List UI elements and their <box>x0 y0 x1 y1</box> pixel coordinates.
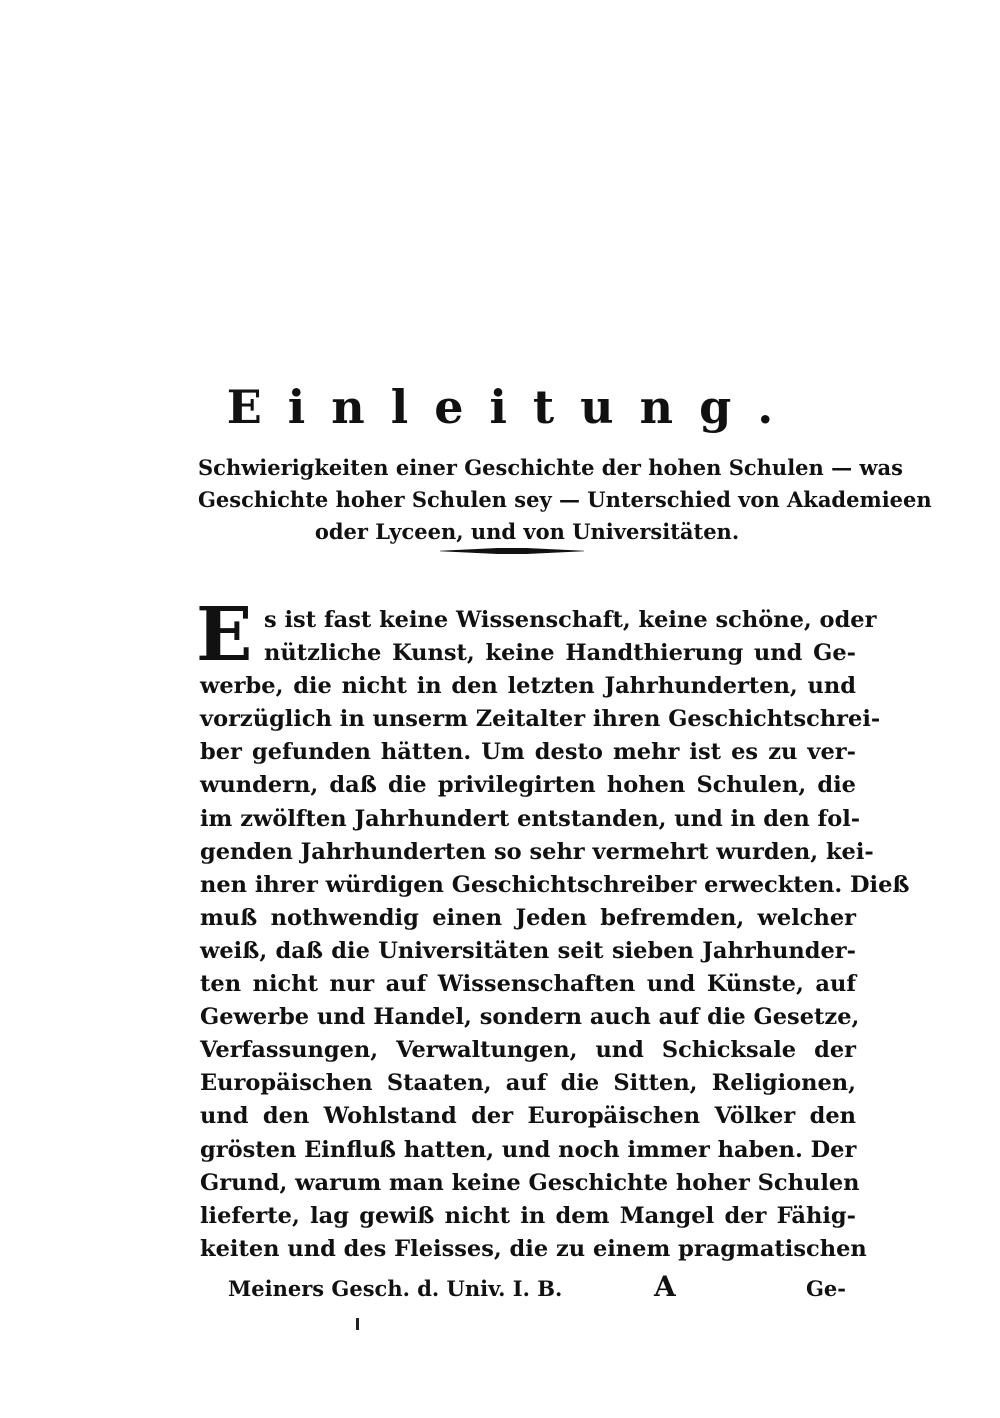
body-line: wundern, daß die privilegirten hohen Schulen, die <box>200 772 856 799</box>
decorative-rule <box>440 548 584 554</box>
body-line: s ist fast keine Wissenschaft, keine schöne, oder <box>264 607 877 633</box>
body-line: keiten und des Fleisses, die zu einem pragmatischen <box>200 1235 867 1262</box>
body-line: weiß, daß die Universitäten seit sieben Jahrhunder- <box>200 937 856 964</box>
catchword: Ge- <box>806 1276 847 1301</box>
drop-cap-initial: E <box>196 592 253 678</box>
summary-line: Geschichte hoher Schulen sey — Unterschied von Akademieen <box>198 487 932 512</box>
signature-mark: A <box>654 1270 676 1303</box>
body-line: werbe, die nicht in den letzten Jahrhunderten, und <box>200 673 856 700</box>
running-title: Meiners Gesch. d. Univ. I. B. <box>228 1276 563 1301</box>
body-paragraph <box>200 604 910 1266</box>
body-line: im zwölften Jahrhundert entstanden, und in den fol- <box>200 805 861 832</box>
chapter-summary <box>198 452 932 548</box>
body-line: genden Jahrhunderten so sehr vermehrt wurden, kei- <box>200 838 874 865</box>
body-line: lieferte, lag gewiß nicht in dem Mangel der Fähig- <box>200 1202 856 1229</box>
chapter-title: Einleitung. <box>226 380 800 434</box>
body-line: muß nothwendig einen Jeden befremden, welcher <box>200 904 856 931</box>
body-line: und den Wohlstand der Europäischen Völker den <box>200 1103 856 1130</box>
summary-line: Schwierigkeiten einer Geschichte der hohen Schulen — was <box>198 455 903 480</box>
body-line: Europäischen Staaten, auf die Sitten, Religionen, <box>200 1070 856 1097</box>
printer-mark <box>356 1318 359 1330</box>
body-line: Grund, warum man keine Geschichte hoher Schulen <box>200 1169 860 1196</box>
body-line: nen ihrer würdigen Geschichtschreiber erweckten. Dieß <box>200 871 910 898</box>
body-line: nützliche Kunst, keine Handthierung und Ge- <box>264 640 856 667</box>
summary-line: oder Lyceen, und von Universitäten. <box>314 519 740 544</box>
body-line: ber gefunden hätten. Um desto mehr ist es zu ver- <box>200 739 856 766</box>
body-line: ten nicht nur auf Wissenschaften und Künste, auf <box>200 971 856 998</box>
body-line: Verfassungen, Verwaltungen, und Schicksale der <box>200 1037 856 1064</box>
body-line: grösten Einfluß hatten, und noch immer haben. Der <box>200 1136 857 1163</box>
body-line: vorzüglich in unserm Zeitalter ihren Geschichtschrei- <box>200 706 881 733</box>
body-line: Gewerbe und Handel, sondern auch auf die Gesetze, <box>200 1004 860 1031</box>
